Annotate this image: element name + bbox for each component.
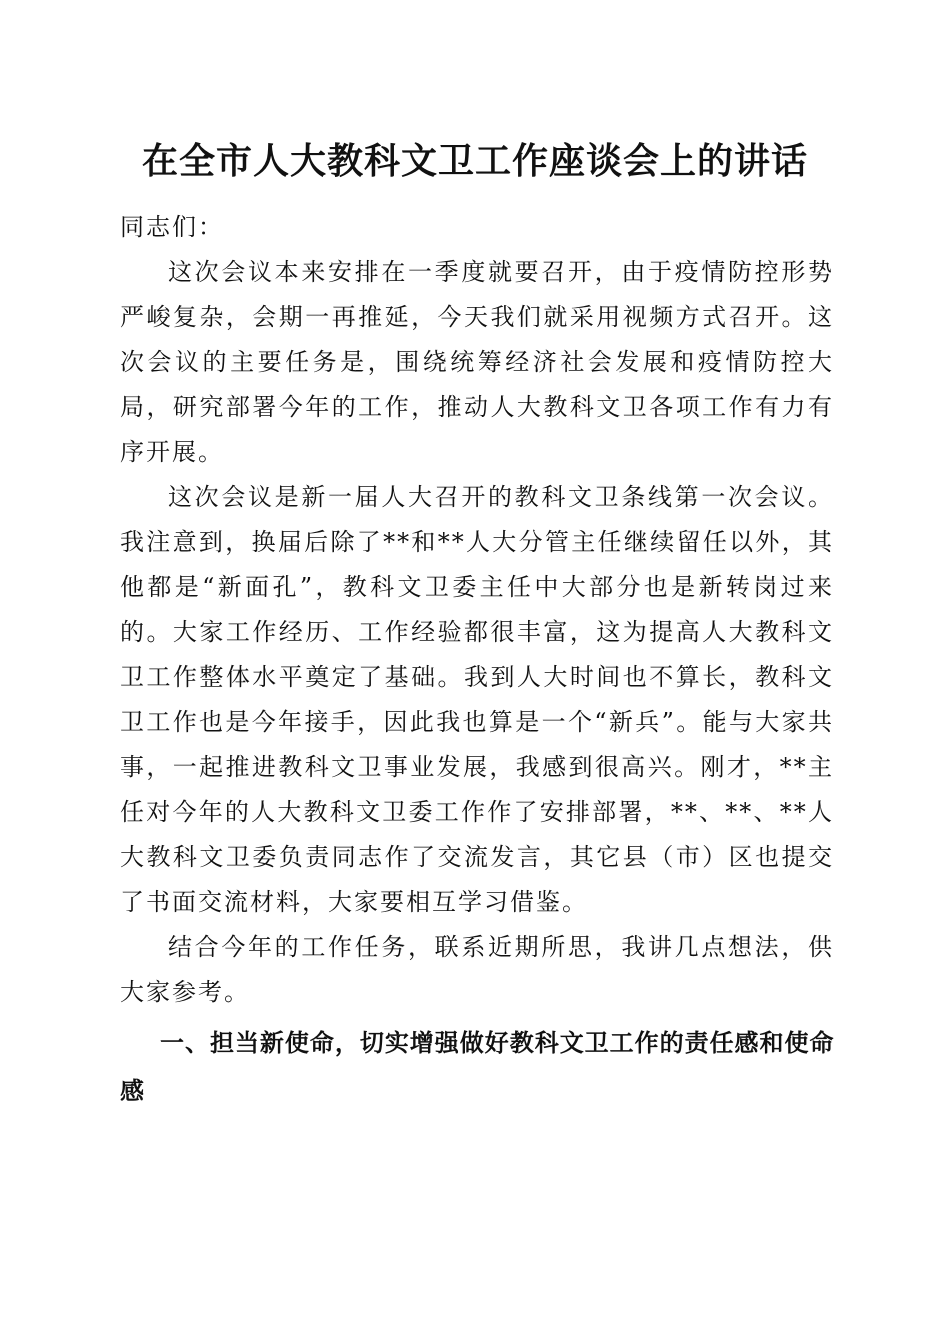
section-heading: 一、担当新使命，切实增强做好教科文卫工作的责任感和使命感 <box>120 1029 834 1105</box>
document-body <box>120 200 834 1115</box>
paragraph-1: 这次会议本来安排在一季度就要召开，由于疫情防控形势严峻复杂，会期一再推延，今天我们就采用视频方式召开。这次会议的主要任务是，围绕统筹经济社会发展和疫情防控大局，研究部署今年的工作，推动人大教科文卫各项工作有力有序开展。 <box>120 258 834 466</box>
salutation: 同志们： <box>120 213 224 241</box>
paragraph-2: 这次会议是新一届人大召开的教科文卫条线第一次会议。我注意到，换届后除了**和**人大分管主任继续留任以外，其他都是“新面孔”，教科文卫委主任中大部分也是新转岗过来的。大家工作经历、工作经验都很丰富，这为提高人大教科文卫工作整体水平奠定了基础。我到人大时间也不算长，教科文卫工作也是今年接手，因此我也算是一个“新兵”。能与大家共事，一起推进教科文卫事业发展，我感到很高兴。刚才，**主任对今年的人大教科文卫委工作作了安排部署，**、**、**人大教科文卫委负责同志作了交流发言，其它县（市）区也提交了书面交流材料，大家要相互学习借鉴。 <box>120 483 834 916</box>
document-title: 在全市人大教科文卫工作座谈会上的讲话 <box>141 140 808 182</box>
paragraph-3: 结合今年的工作任务，联系近期所思，我讲几点想法，供大家参考。 <box>120 933 834 1006</box>
